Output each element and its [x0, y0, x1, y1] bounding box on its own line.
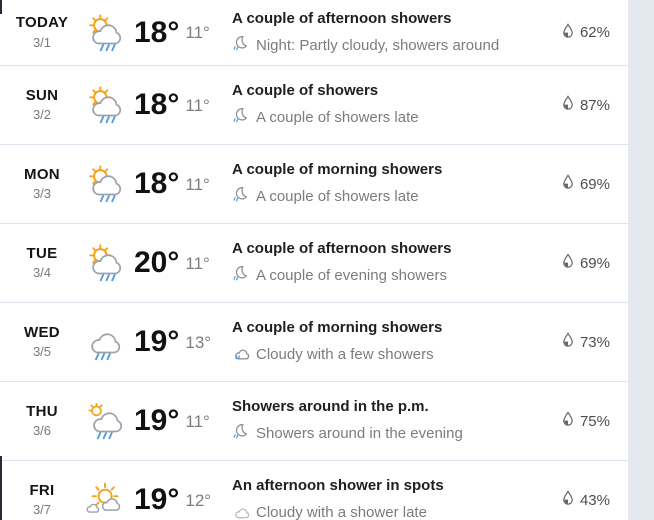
moon-rain-icon [232, 107, 250, 128]
low-temp: 11° [185, 23, 210, 42]
night-phrase: A couple of evening showers [256, 267, 447, 284]
day-phrase: Showers around in the p.m. [232, 398, 429, 415]
forecast-row-today[interactable] [0, 0, 628, 65]
forecast-row-tue[interactable] [0, 223, 628, 302]
day-date-block [10, 15, 74, 50]
day-label: THU [26, 402, 58, 420]
temperature-block [134, 327, 226, 357]
date-label: 3/6 [32, 423, 52, 439]
phrase-block [232, 240, 532, 286]
high-temp: 20° [134, 246, 180, 279]
precip-probability: 43% [579, 491, 610, 509]
night-phrase: A couple of showers late [256, 188, 419, 205]
day-label: SUN [25, 86, 59, 104]
raindrop-icon [561, 253, 575, 273]
left-edge-artifact-top [0, 0, 2, 14]
day-label: MON [24, 165, 60, 183]
cloud-icon [232, 502, 250, 520]
moon-rain-icon [232, 423, 250, 444]
night-phrase: Night: Partly cloudy, showers around [256, 36, 500, 54]
precip-probability: 73% [579, 333, 610, 351]
moon-rain-icon [232, 265, 250, 286]
day-date-block [10, 246, 74, 281]
day-phrase: A couple of afternoon showers [232, 240, 452, 257]
date-label: 3/2 [32, 107, 52, 123]
low-temp: 13° [185, 332, 212, 352]
sun-small-clouds-icon [82, 479, 132, 520]
raindrop-icon [561, 411, 575, 431]
high-temp: 18° [134, 88, 180, 121]
raindrop-icon [561, 332, 575, 352]
low-temp: 11° [185, 95, 210, 115]
cloud-rain-icon [82, 321, 132, 363]
temperature-block [134, 169, 226, 199]
forecast-row-fri[interactable] [0, 460, 628, 520]
sun-cloud-rain-icon [82, 163, 132, 205]
precip-block [561, 332, 610, 352]
phrase-block [232, 398, 532, 444]
forecast-row-mon[interactable] [0, 144, 628, 223]
day-date-block [10, 483, 74, 518]
temperature-block [134, 90, 226, 120]
sun-behind-cloud-rain-icon [82, 400, 132, 442]
temperature-block [134, 485, 226, 515]
low-temp: 11° [185, 411, 210, 431]
raindrop-icon [561, 174, 575, 194]
phrase-block [232, 319, 532, 365]
day-phrase: An afternoon shower in spots [232, 477, 444, 494]
high-temp: 18° [134, 167, 180, 200]
sun-cloud-rain-icon [82, 84, 132, 126]
precip-block [561, 490, 610, 510]
day-date-block [10, 325, 74, 360]
date-label: 3/1 [32, 34, 52, 50]
day-label: TODAY [15, 14, 69, 32]
high-temp: 19° [134, 483, 180, 516]
high-temp: 19° [134, 325, 180, 358]
raindrop-icon [561, 490, 575, 510]
moon-rain-icon [232, 186, 250, 207]
page-background-strip [628, 0, 654, 520]
date-label: 3/5 [32, 344, 52, 360]
day-phrase: A couple of showers [232, 82, 379, 99]
temperature-block [134, 15, 226, 49]
day-phrase: A couple of afternoon showers [232, 9, 452, 27]
precip-block [561, 411, 610, 431]
high-temp: 18° [134, 15, 180, 49]
phrase-block [232, 10, 532, 56]
precip-block [561, 174, 610, 194]
phrase-block [232, 477, 532, 520]
precip-block [561, 23, 610, 43]
phrase-block [232, 82, 532, 128]
sun-cloud-rain-icon [82, 12, 132, 54]
low-temp: 11° [185, 253, 210, 273]
precip-probability: 87% [579, 96, 610, 114]
phrase-block [232, 161, 532, 207]
day-label: FRI [29, 481, 55, 499]
night-phrase: Cloudy with a shower late [256, 504, 427, 520]
cloud-rain-icon [232, 344, 250, 365]
left-edge-artifact-bottom [0, 456, 2, 520]
precip-block [561, 253, 610, 273]
night-phrase: Showers around in the evening [256, 425, 463, 442]
high-temp: 19° [134, 404, 180, 437]
raindrop-icon [561, 95, 575, 115]
raindrop-icon [561, 23, 575, 43]
moon-rain-icon [232, 35, 250, 56]
day-date-block [10, 88, 74, 123]
precip-probability: 69% [579, 254, 610, 272]
sun-cloud-rain-icon [82, 242, 132, 284]
date-label: 3/7 [32, 502, 52, 518]
low-temp: 11° [185, 174, 210, 194]
date-label: 3/4 [32, 265, 52, 281]
day-label: TUE [26, 244, 58, 262]
night-phrase: Cloudy with a few showers [256, 346, 434, 363]
forecast-row-thu[interactable] [0, 381, 628, 460]
day-date-block [10, 404, 74, 439]
day-date-block [10, 167, 74, 202]
date-label: 3/3 [32, 186, 52, 202]
temperature-block [134, 406, 226, 436]
day-label: WED [24, 323, 60, 341]
precip-probability: 62% [579, 24, 610, 41]
temperature-block [134, 248, 226, 278]
day-phrase: A couple of morning showers [232, 161, 443, 178]
day-phrase: A couple of morning showers [232, 319, 443, 336]
precip-probability: 69% [579, 175, 610, 193]
forecast-row-wed[interactable] [0, 302, 628, 381]
low-temp: 12° [185, 490, 212, 510]
precip-probability: 75% [579, 412, 610, 430]
night-phrase: A couple of showers late [256, 109, 419, 126]
precip-block [561, 95, 610, 115]
forecast-row-sun[interactable] [0, 65, 628, 144]
